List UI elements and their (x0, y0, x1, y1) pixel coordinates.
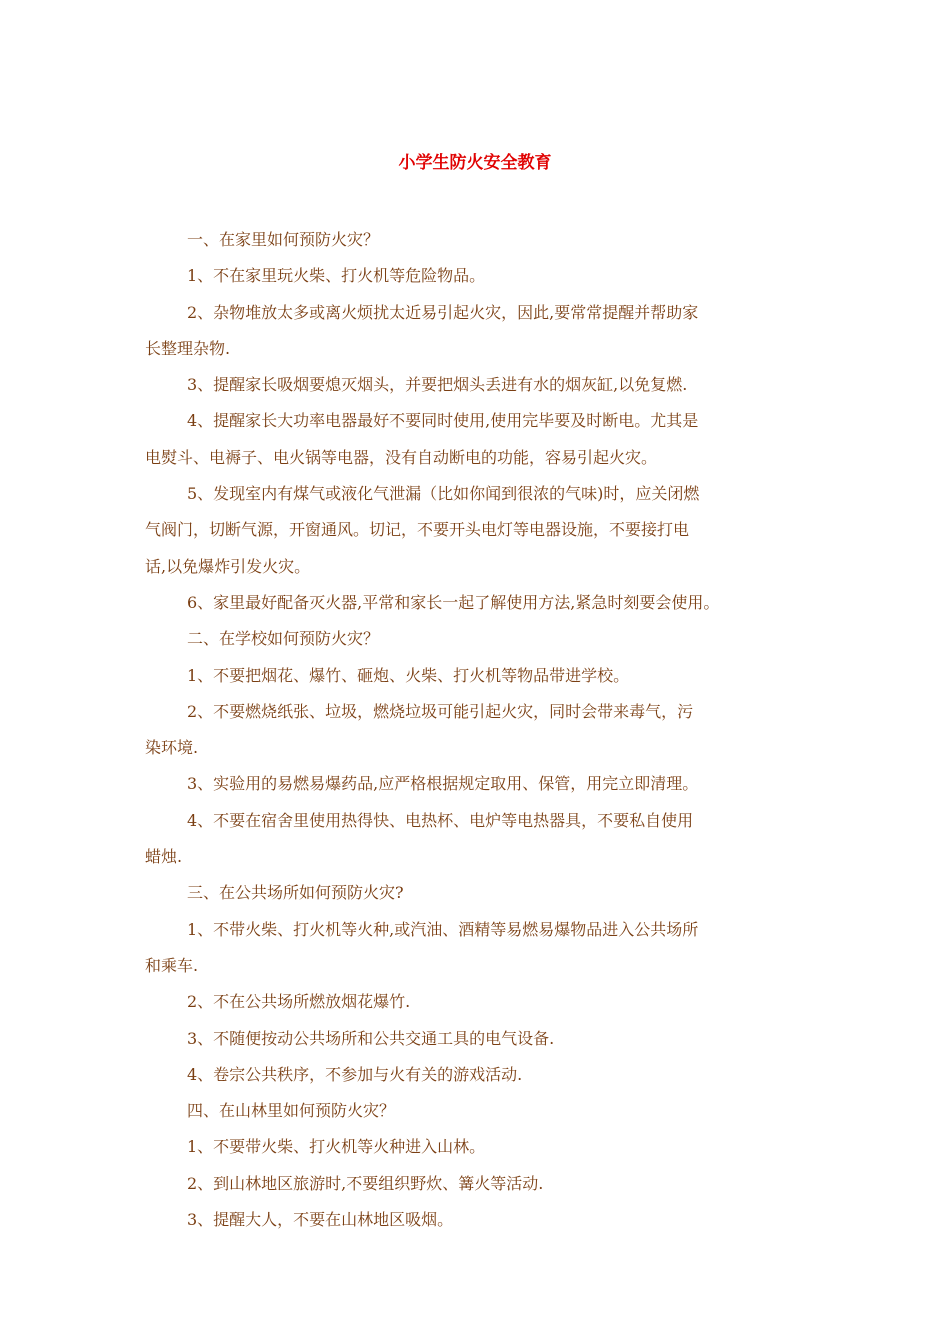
text-line: 三、在公共场所如何预防火灾? (187, 883, 404, 903)
text-line: 4、不要在宿舍里使用热得快、电热杯、电炉等电热器具，不要私自使用 (187, 810, 694, 830)
text-line: 话,以免爆炸引发火灾。 (145, 556, 311, 576)
text-line: 1、不带火柴、打火机等火种,或汽油、酒精等易燃易爆物品进入公共场所 (187, 919, 699, 939)
text-line: 4、卷宗公共秩序，不参加与火有关的游戏活动. (187, 1064, 523, 1084)
text-line: 1、不要带火柴、打火机等火种进入山林。 (187, 1137, 486, 1157)
text-line: 2、杂物堆放太多或离火烦扰太近易引起火灾，因此,要常常提醒并帮助家 (187, 302, 699, 322)
text-line: 和乘车. (145, 955, 199, 975)
document-title: 小学生防火安全教育 (398, 153, 552, 173)
text-line: 2、不在公共场所燃放烟花爆竹. (187, 992, 411, 1012)
text-line: 1、不要把烟花、爆竹、砸炮、火柴、打火机等物品带进学校。 (187, 665, 630, 685)
text-line: 3、实验用的易燃易爆药品,应严格根据规定取用、保管，用完立即清理。 (187, 774, 699, 794)
text-line: 蜡烛. (145, 847, 183, 867)
text-line: 2、到山林地区旅游时,不要组织野炊、篝火等活动. (187, 1173, 544, 1193)
text-line: 2、不要燃烧纸张、垃圾，燃烧垃圾可能引起火灾，同时会带来毒气，污 (187, 701, 694, 721)
document-body (145, 222, 817, 1238)
text-line: 3、不随便按动公共场所和公共交通工具的电气设备. (187, 1028, 555, 1048)
text-line: 6、家里最好配备灭火器,平常和家长一起了解使用方法,紧急时刻要会使用。 (187, 592, 720, 612)
text-line: 长整理杂物. (145, 338, 231, 358)
text-line: 染环境. (145, 738, 199, 758)
text-line: 电熨斗、电褥子、电火锅等电器，没有自动断电的功能，容易引起火灾。 (145, 447, 658, 467)
text-line: 一、在家里如何预防火灾？ (187, 230, 380, 249)
text-line: 二、在学校如何预防火灾？ (187, 629, 380, 649)
text-line: 四、在山林里如何预防火灾？ (187, 1101, 396, 1121)
text-line: 5、发现室内有煤气或液化气泄漏（比如你闻到很浓的气味)时，应关闭燃 (187, 484, 700, 504)
text-line: 4、提醒家长大功率电器最好不要同时使用,使用完毕要及时断电。尤其是 (187, 411, 699, 431)
text-line: 3、提醒大人，不要在山林地区吸烟。 (187, 1210, 454, 1230)
text-line: 3、提醒家长吸烟要熄灭烟头，并要把烟头丢进有水的烟灰缸,以免复燃. (187, 375, 688, 395)
text-line: 1、不在家里玩火柴、打火机等危险物品。 (187, 266, 486, 286)
text-line: 气阀门，切断气源，开窗通风。切记，不要开头电灯等电器设施，不要接打电 (145, 520, 690, 540)
